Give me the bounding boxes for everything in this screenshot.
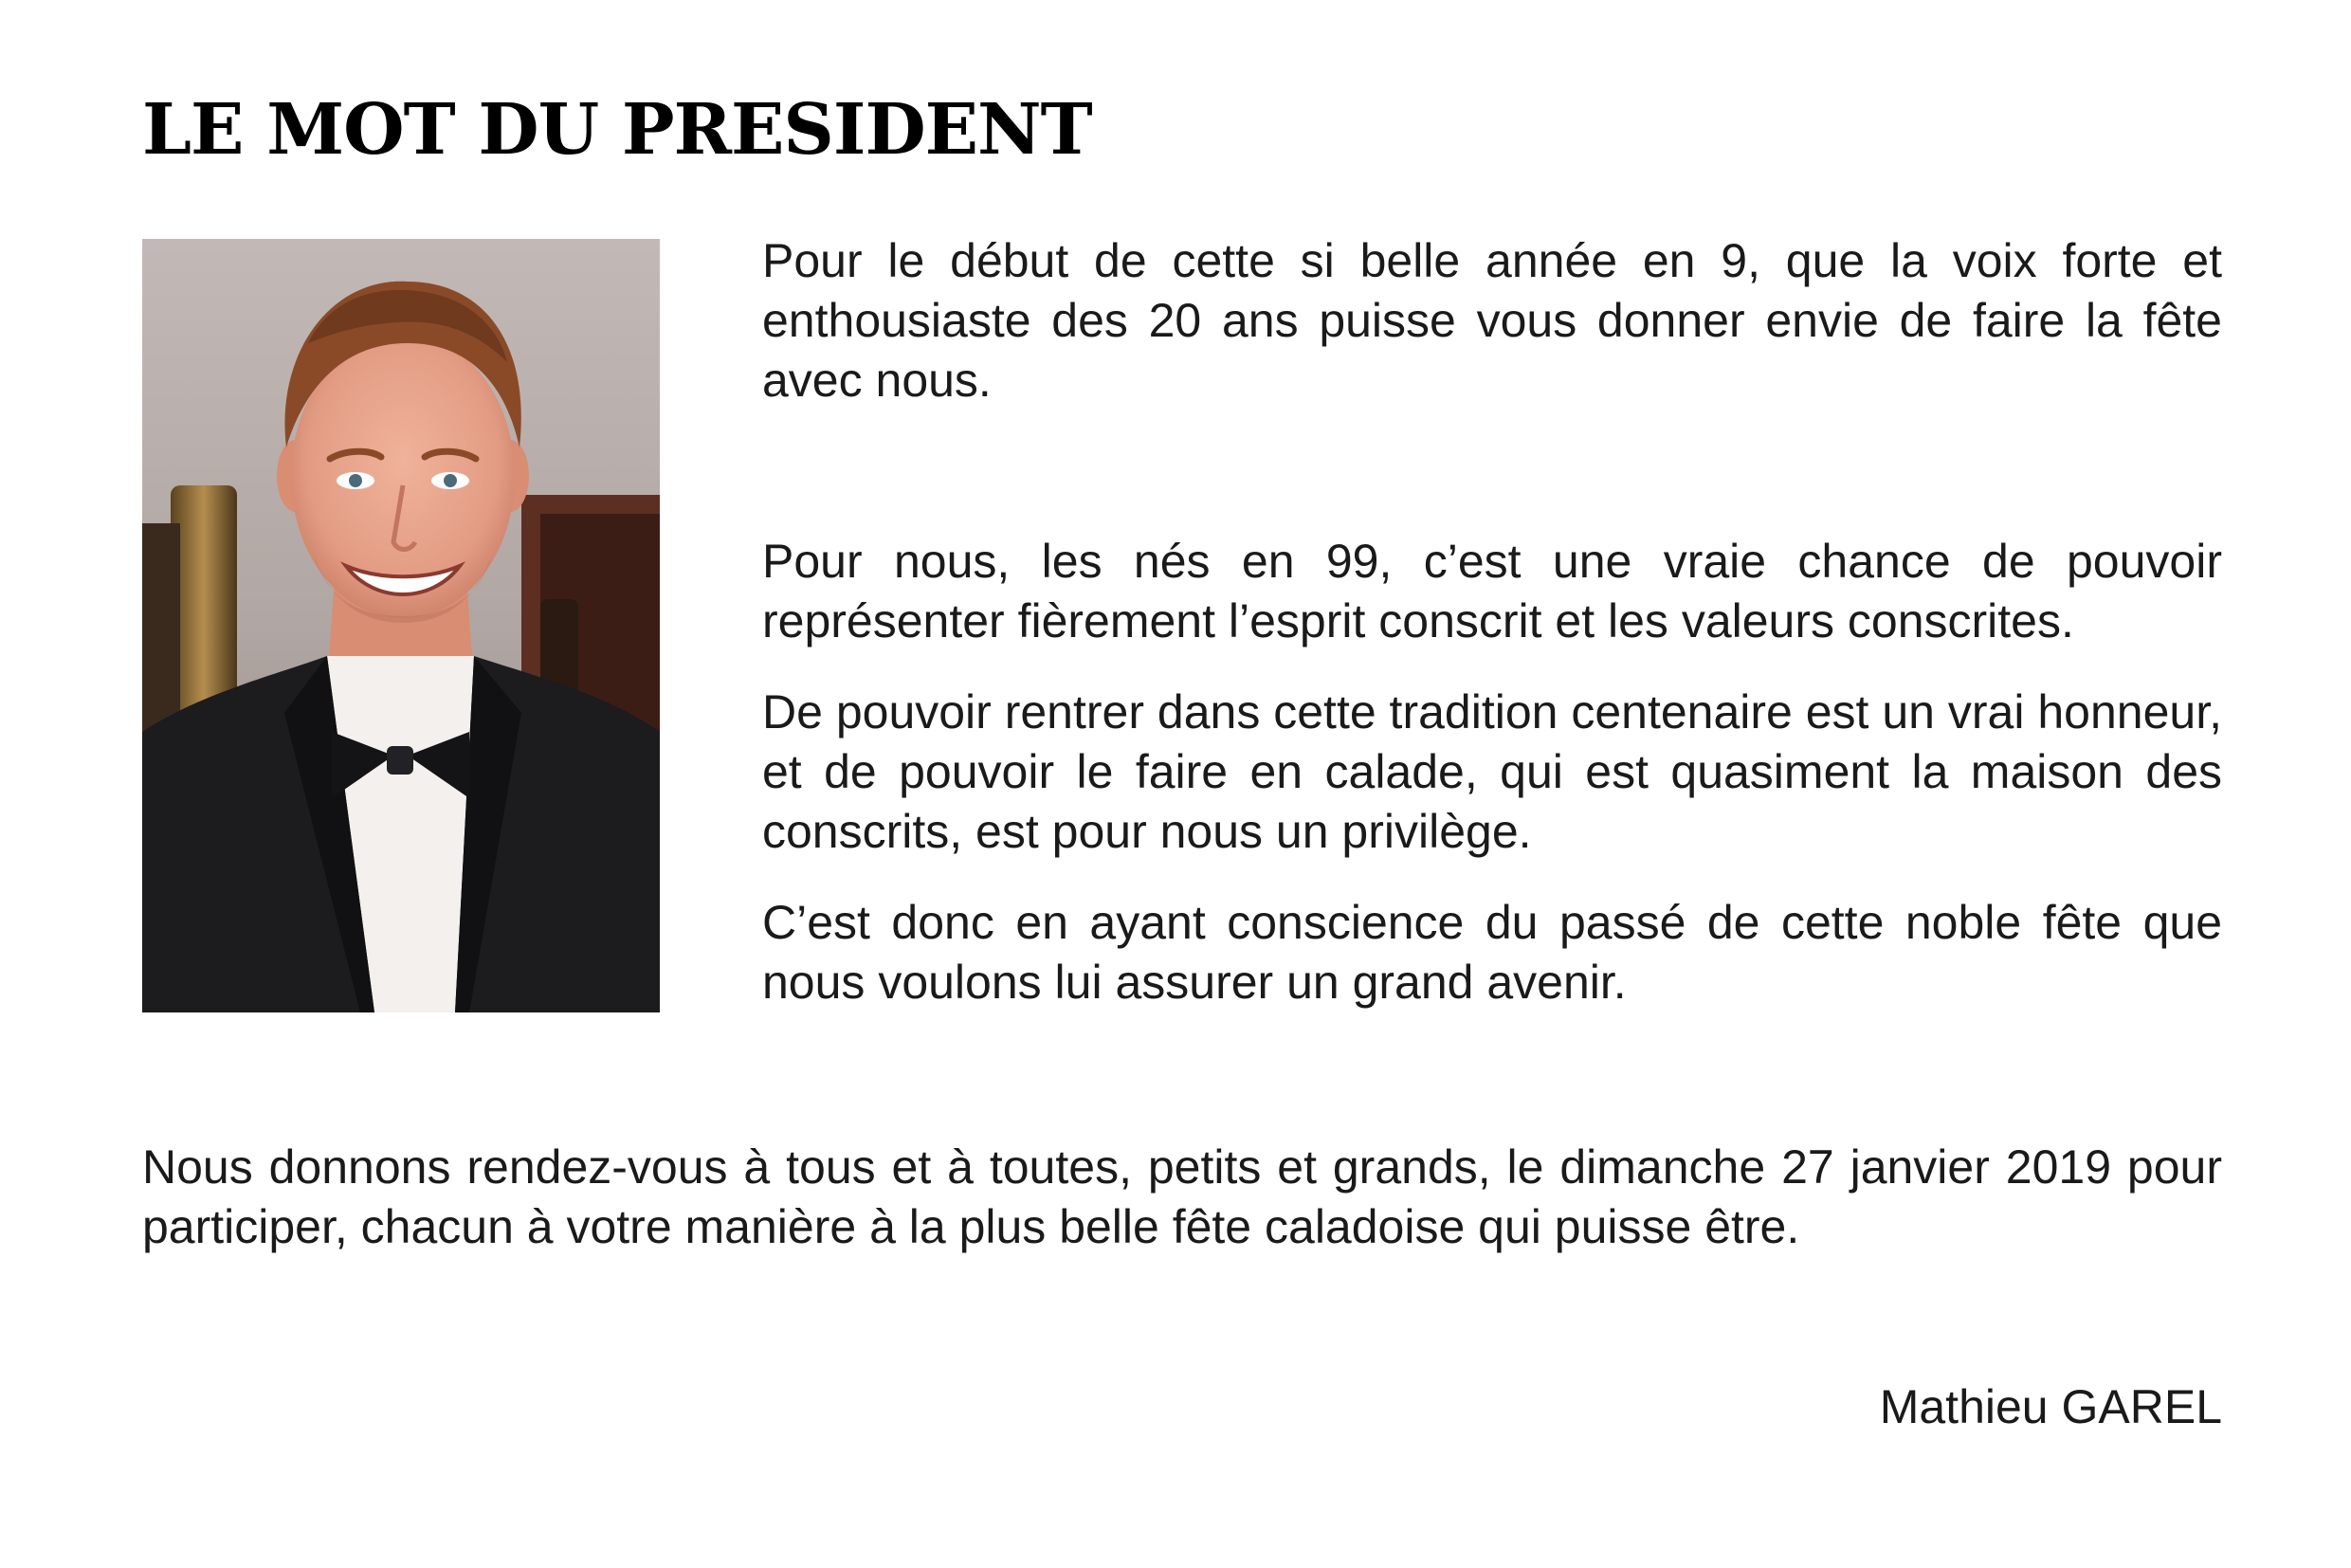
signature: Mathieu GAREL bbox=[1879, 1380, 2222, 1433]
letter-paragraph: Pour le début de cette si belle année en 9, que la voix forte et enthousiaste des 20 ans puisse vous donner envie de faire la fête avec nous. bbox=[762, 234, 2222, 407]
letter-closing-paragraph: Nous donnons rendez-vous à tous et à toutes, petits et grands, le dimanche 27 janvier 2019 pour participer, chacun à votre manière à la plus belle fête caladoise qui puisse être. bbox=[142, 1140, 2222, 1253]
president-portrait bbox=[142, 239, 660, 1012]
letter-paragraph: Pour nous, les nés en 99, c’est une vraie chance de pouvoir représenter fièrement l’esprit conscrit et les valeurs conscrites. bbox=[762, 535, 2222, 647]
page-title: LE MOT DU PRESIDENT bbox=[142, 89, 1092, 171]
letter-paragraph: C’est donc en ayant conscience du passé de cette noble fête que nous voulons lui assurer un grand avenir. bbox=[762, 896, 2222, 1009]
letter-paragraph: De pouvoir rentrer dans cette tradition centenaire est un vrai honneur, et de pouvoir le faire en calade, qui est quasiment la maison des conscrits, est pour nous un privilège. bbox=[762, 685, 2222, 858]
